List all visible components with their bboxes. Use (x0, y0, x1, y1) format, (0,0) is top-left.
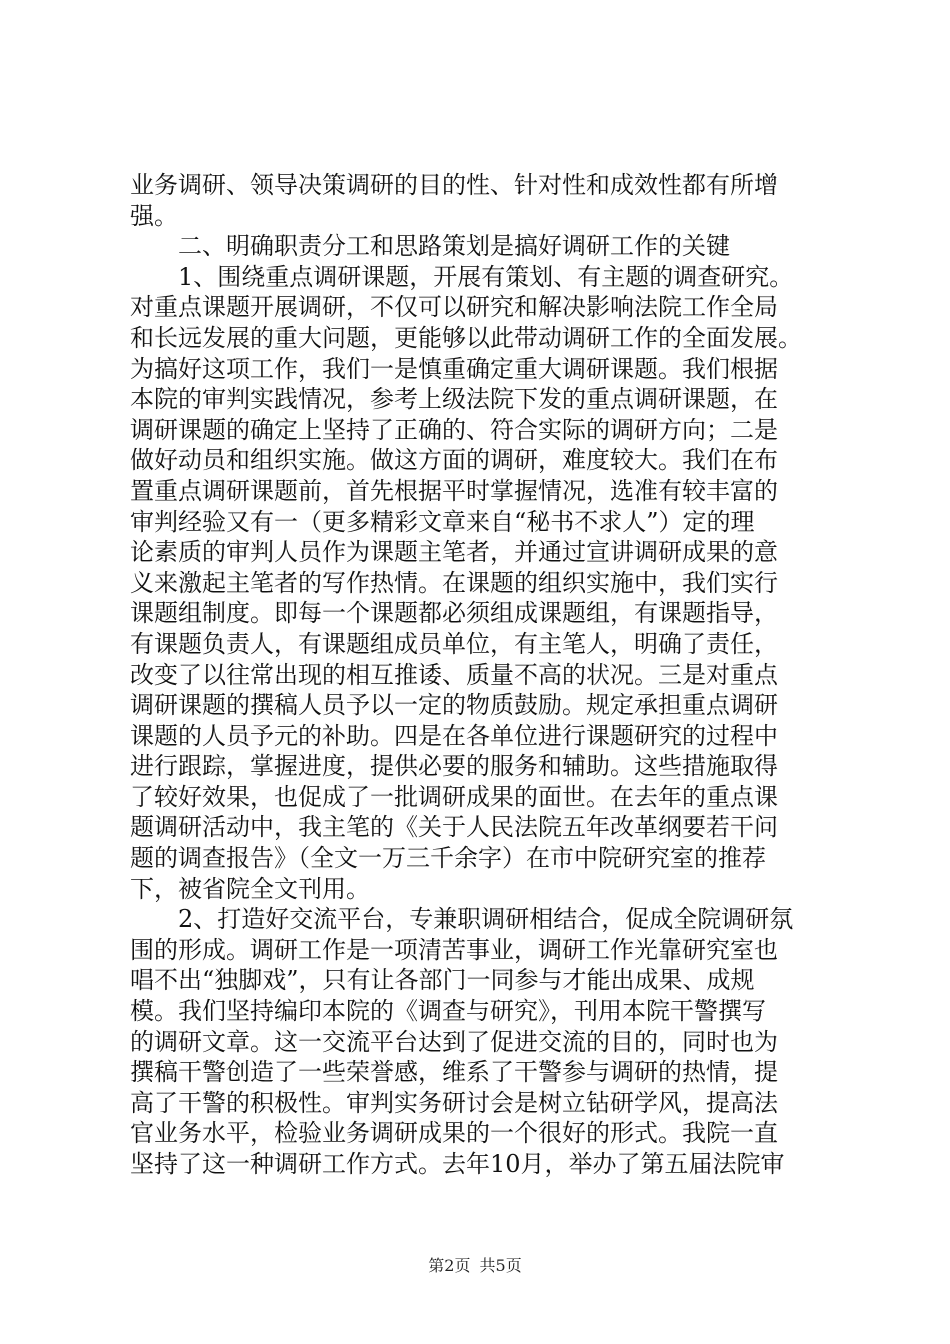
text-line: 本院的审判实践情况，参考上级法院下发的重点调研课题，在 (130, 385, 778, 414)
text-line: 调研课题的撰稿人员予以一定的物质鼓励。规定承担重点调研 (130, 691, 778, 720)
text-line: 2、打造好交流平台，专兼职调研相结合，促成全院调研氛 (130, 905, 794, 934)
text-line: 强。 (130, 201, 178, 230)
text-line: 有课题负责人，有课题组成员单位，有主笔人，明确了责任， (130, 629, 778, 658)
page-footer (0, 1256, 950, 1276)
text-line: 撰稿干警创造了一些荣誉感，维系了干警参与调研的热情，提 (130, 1058, 778, 1087)
text-line: 围的形成。调研工作是一项清苦事业，调研工作光靠研究室也 (130, 935, 778, 964)
text-line: 课题组制度。即每一个课题都必须组成课题组，有课题指导， (130, 599, 778, 628)
text-line: 论素质的审判人员作为课题主笔者，并通过宣讲调研成果的意 (130, 538, 778, 567)
text-line: 对重点课题开展调研，不仅可以研究和解决影响法院工作全局 (130, 293, 778, 322)
page-total: 共5页 (479, 1256, 522, 1275)
text-line: 高了干警的积极性。审判实务研讨会是树立钻研学风，提高法 (130, 1088, 778, 1117)
text-line: 和长远发展的重大问题，更能够以此带动调研工作的全面发展。 (130, 323, 802, 352)
text-line: 模。我们坚持编印本院的《调查与研究》，刊用本院干警撰写 (130, 997, 766, 1026)
text-line: 官业务水平，检验业务调研成果的一个很好的形式。我院一直 (130, 1119, 778, 1148)
text-line: 下，被省院全文刊用。 (130, 874, 370, 903)
section-heading: 二、明确职责分工和思路策划是搞好调研工作的关键 (130, 232, 730, 261)
text-line: 1、围绕重点调研课题，开展有策划、有主题的调查研究。 (130, 262, 794, 291)
text-line: 的调研文章。这一交流平台达到了促进交流的目的，同时也为 (130, 1027, 778, 1056)
text-line: 坚持了这一种调研工作方式。去年10月，举办了第五届法院审 (130, 1150, 785, 1178)
document-body (130, 170, 830, 1180)
text-line: 唱不出“独脚戏”，只有让各部门一同参与才能出成果、成规 (130, 966, 755, 995)
text-line: 改变了以往常出现的相互推诿、质量不高的状况。三是对重点 (130, 660, 778, 689)
text-line: 了较好效果，也促成了一批调研成果的面世。在去年的重点课 (130, 782, 778, 811)
text-line: 题的调查报告》（全文一万三千余字）在市中院研究室的推荐 (130, 844, 766, 873)
text-line: 为搞好这项工作，我们一是慎重确定重大调研课题。我们根据 (130, 354, 778, 383)
text-line: 业务调研、领导决策调研的目的性、针对性和成效性都有所增 (130, 171, 778, 199)
page-number: 第2页 (428, 1256, 471, 1275)
text-line: 进行跟踪，掌握进度，提供必要的服务和辅助。这些措施取得 (130, 752, 778, 781)
text-line: 置重点调研课题前，首先根据平时掌握情况，选准有较丰富的 (130, 476, 778, 505)
text-line: 做好动员和组织实施。做这方面的调研，难度较大。我们在布 (130, 446, 778, 475)
text-line: 调研课题的确定上坚持了正确的、符合实际的调研方向；二是 (130, 415, 778, 444)
text-line: 审判经验又有一（更多精彩文章来自“秘书不求人”）定的理 (130, 507, 755, 536)
text-line: 义来激起主笔者的写作热情。在课题的组织实施中，我们实行 (130, 568, 778, 597)
text-line: 题调研活动中，我主笔的《关于人民法院五年改革纲要若干问 (130, 813, 778, 842)
text-line: 课题的人员予元的补助。四是在各单位进行课题研究的过程中 (130, 721, 778, 750)
